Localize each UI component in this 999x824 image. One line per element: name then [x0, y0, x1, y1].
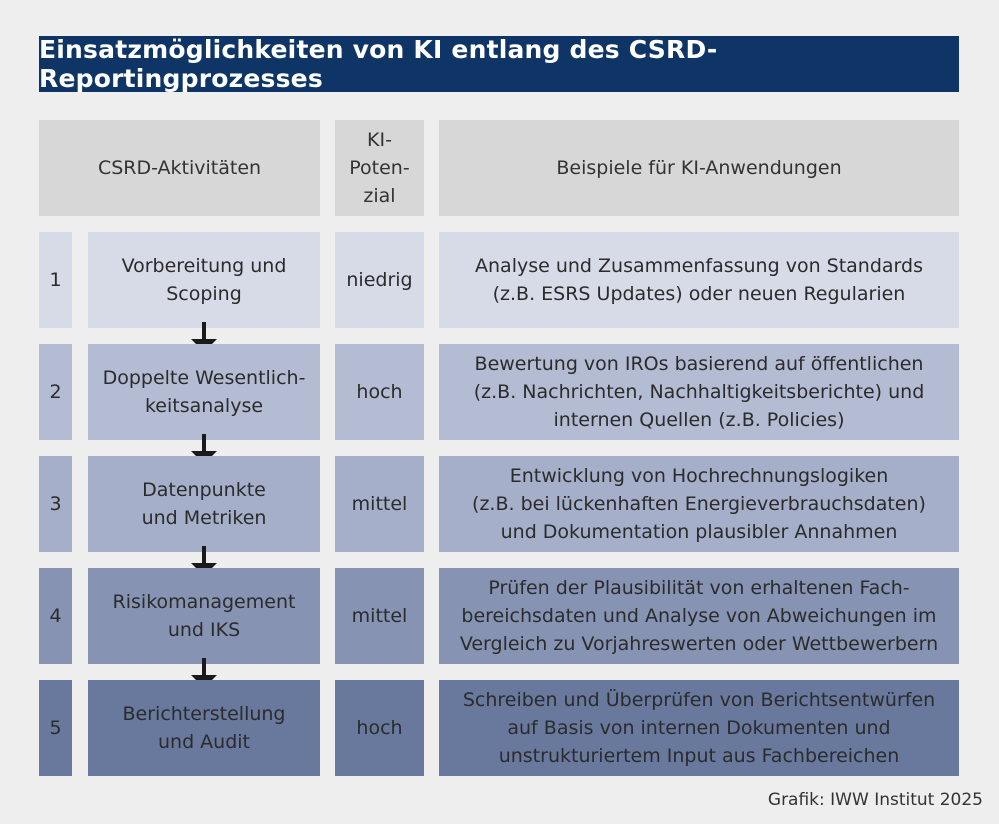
step-examples: [439, 456, 959, 552]
step-number: [39, 232, 72, 328]
header-activities: [39, 120, 320, 216]
step-activity: [88, 344, 320, 440]
step-potential-text: mittel: [351, 493, 408, 515]
step-potential-text: hoch: [356, 717, 403, 739]
step-potential-text: mittel: [351, 605, 408, 627]
step-potential: [335, 456, 424, 552]
step-potential: [335, 344, 424, 440]
step-potential: [335, 680, 424, 776]
step-examples-text: Entwicklung von Hochrechnungslogiken (z.B. bei lückenhaften Energieverbrauchsdaten) und Dokumentation plausibler Annahmen: [472, 465, 926, 543]
step-number: [39, 456, 72, 552]
source-credit: Grafik: IWW Institut 2025: [767, 790, 983, 810]
step-examples-text: Bewertung von IROs basierend auf öffentlichen (z.B. Nachrichten, Nachhaltigkeitsberichte) und internen Quellen (z.B. Policies): [473, 353, 925, 431]
page-title: Einsatzmöglichkeiten von KI entlang des CSRD-Reportingprozesses: [39, 36, 959, 92]
step-number: [39, 680, 72, 776]
step-activity: [88, 232, 320, 328]
step-number-text: 4: [49, 605, 62, 627]
header-potential-label: KI- Poten- zial: [349, 129, 410, 207]
step-number-text: 2: [49, 381, 62, 403]
step-activity-text: Berichterstellung und Audit: [122, 703, 286, 753]
step-activity-text: Vorbereitung und Scoping: [121, 255, 287, 305]
step-examples: [439, 680, 959, 776]
step-activity: [88, 568, 320, 664]
step-potential: [335, 232, 424, 328]
header-examples: [439, 120, 959, 216]
header-potential: [335, 120, 424, 216]
step-number-text: 3: [49, 493, 62, 515]
step-examples: [439, 232, 959, 328]
step-number: [39, 568, 72, 664]
step-examples-text: Schreiben und Überprüfen von Berichtsentwürfen auf Basis von internen Dokumenten und unstrukturiertem Input aus Fachbereichen: [462, 689, 936, 767]
step-examples-text: Prüfen der Plausibilität von erhaltenen Fach- bereichsdaten und Analyse von Abweichungen im Vergleich zu Vorjahreswerten oder Wettbewerbern: [459, 577, 939, 655]
step-potential-text: hoch: [356, 381, 403, 403]
step-examples: [439, 568, 959, 664]
step-potential-text: niedrig: [346, 269, 413, 291]
step-examples: [439, 344, 959, 440]
step-activity-text: Datenpunkte und Metriken: [141, 479, 267, 529]
step-number: [39, 344, 72, 440]
header-activities-label: CSRD-Aktivitäten: [97, 157, 262, 179]
step-potential: [335, 568, 424, 664]
header-examples-label: Beispiele für KI-Anwendungen: [556, 157, 842, 179]
step-number-text: 5: [49, 717, 62, 739]
step-activity: [88, 680, 320, 776]
step-examples-text: Analyse und Zusammenfassung von Standards (z.B. ESRS Updates) oder neuen Regularien: [475, 255, 923, 305]
step-number-text: 1: [49, 269, 62, 291]
step-activity-text: Doppelte Wesentlich- keitsanalyse: [102, 367, 306, 417]
step-activity-text: Risikomanagement und IKS: [112, 591, 296, 641]
step-activity: [88, 456, 320, 552]
